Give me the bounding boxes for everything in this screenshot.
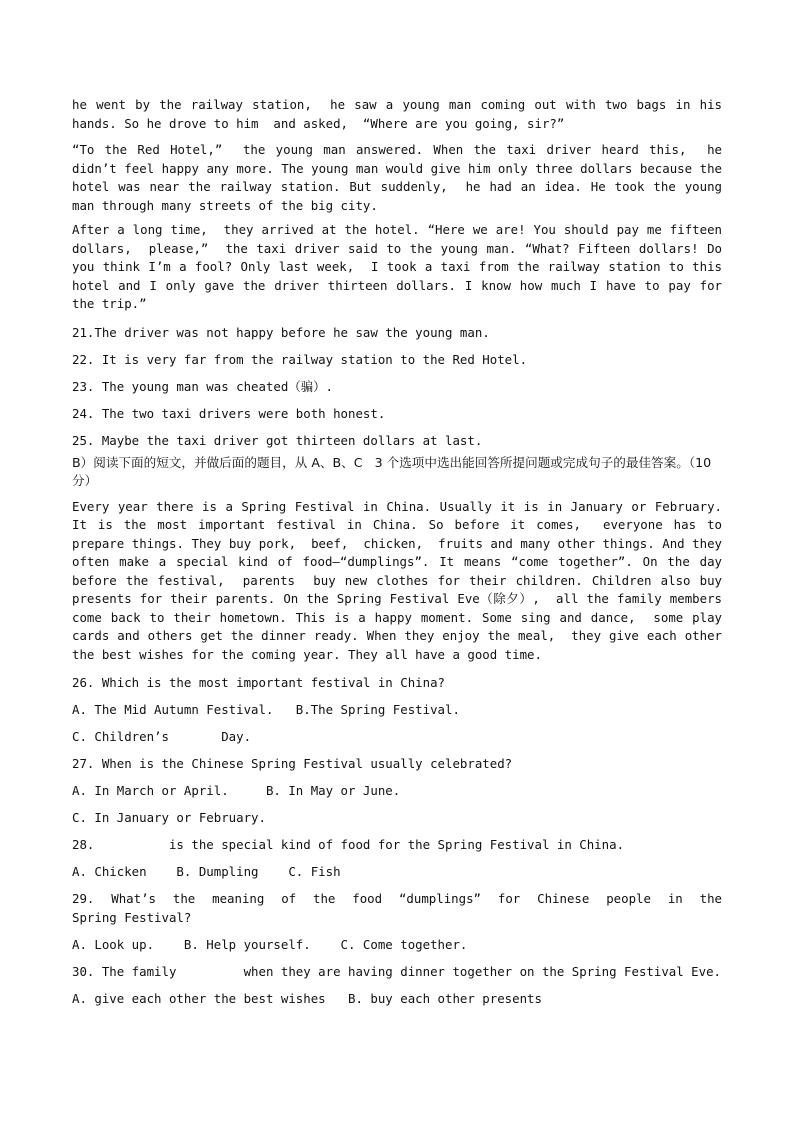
question-29 (72, 890, 737, 954)
statement-list (72, 324, 722, 450)
question-options: A. Look up. B. Help yourself. C. Come together. (72, 937, 468, 952)
question-text: 27. When is the Chinese Spring Festival usually celebrated? (72, 756, 513, 771)
question-options: A. In March or April. B. In May or June. (72, 783, 401, 798)
passage-a-paragraph-1: he went by the railway station, he saw a young man coming out with two bags in his hands. So he drove to him and asked, “Where are you going, sir?” (72, 97, 730, 131)
question-28 (72, 836, 722, 881)
question-26 (72, 674, 722, 746)
statement-25: 25. Maybe the taxi driver got thirteen dollars at last. (72, 432, 483, 448)
question-options: A. The Mid Autumn Festival. B.The Spring Festival. (72, 702, 460, 717)
statement-21: 21.The driver was not happy before he saw the young man. (72, 324, 490, 340)
question-text: 30. The family when they are having dinner together on the Spring Festival Eve. (72, 964, 722, 979)
question-text: 29. What’s the meaning of the food “dumplings” for Chinese people in the Spring Festival? (72, 891, 737, 925)
question-options: C. Children’s Day. (72, 729, 252, 744)
question-27 (72, 755, 722, 827)
question-list (72, 674, 737, 1008)
section-b-instruction: B）阅读下面的短文，并做后面的题目，从 A、B、C 3 个选项中选出能回答所提问题或完成句子的最佳答案。（10 分） (72, 454, 716, 488)
question-text: 26. Which is the most important festival in China? (72, 675, 445, 690)
question-options: A. Chicken B. Dumpling C. Fish (72, 864, 341, 879)
question-text: 28. is the special kind of food for the Spring Festival in China. (72, 837, 625, 852)
passage-a-paragraph-3: After a long time, they arrived at the hotel. “Here we are! You should pay me fifteen dollars, please,” the taxi driver said to the young man. “What? Fifteen dollars! Do you think I’m a fool? Only last week, I took a taxi from the railway station to this hotel and I only gave the driver thirteen dollars. I know how much I have to pay for the trip.” (72, 222, 730, 311)
question-options: A. give each other the best wishes B. buy each other presents (72, 991, 542, 1006)
passage-b: Every year there is a Spring Festival in China. Usually it is in January or February. It is the most important festival in China. So before it comes, everyone has to prepare things. They buy pork, beef, chicken, fruits and many other things. And they often make a special kind of food—“dumplings”. It means “come together”. On the day before the festival, parents buy new clothes for their children. Children also buy presents for their parents. On the Spring Festival Eve（除夕）, all the family members come back to their hometown. This is a happy moment. Some sing and dance, some play cards and others get the dinner ready. When they enjoy the meal, they give each other the best wishes for the coming year. They all have a good time. (72, 498, 730, 662)
document-page (72, 96, 737, 1017)
statement-23: 23. The young man was cheated（骗）. (72, 378, 333, 394)
statement-24: 24. The two taxi drivers were both honest. (72, 405, 386, 421)
statement-22: 22. It is very far from the railway station to the Red Hotel. (72, 351, 528, 367)
passage-a-paragraph-2: “To the Red Hotel,” the young man answered. When the taxi driver heard this, he didn’t feel happy any more. The young man would give him only three dollars because the hotel was near the railway station. But suddenly, he had an idea. He took the young man through many streets of the big city. (72, 142, 730, 213)
question-30 (72, 963, 722, 1008)
question-options: C. In January or February. (72, 810, 266, 825)
